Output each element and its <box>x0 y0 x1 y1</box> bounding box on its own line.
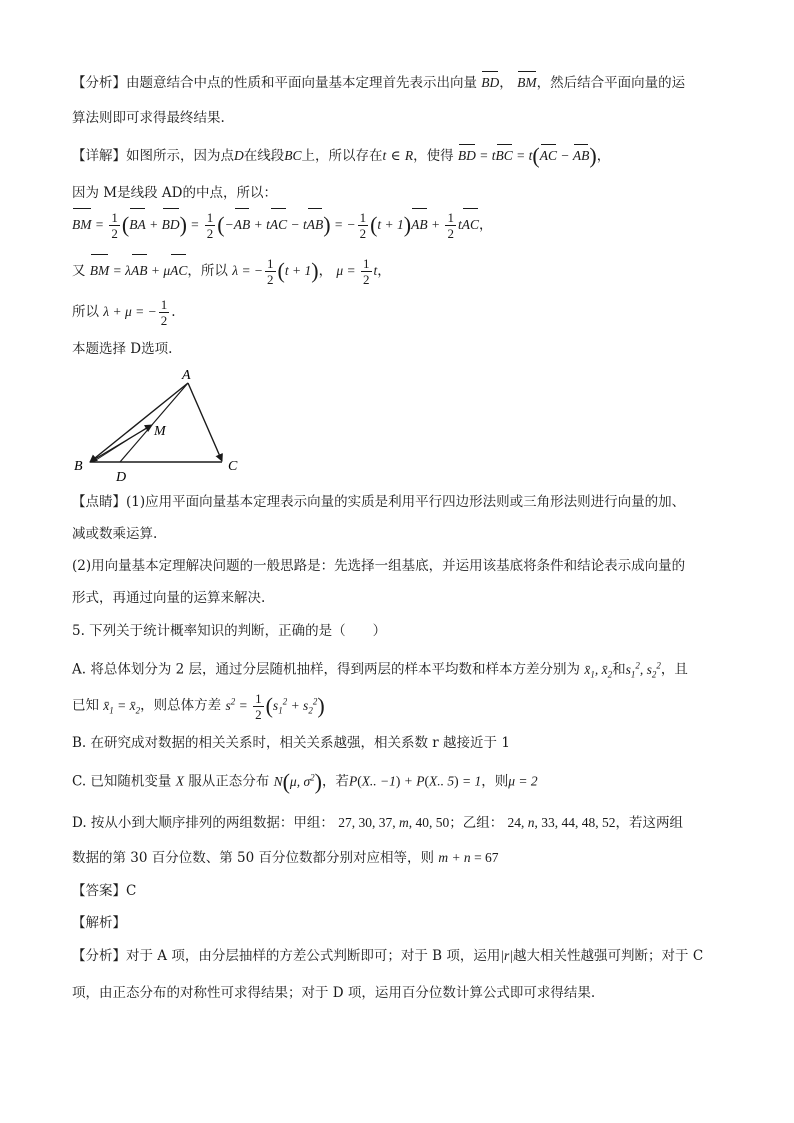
comment-text: 形式，再通过向量的运算来解决. <box>72 590 266 606</box>
option-text: 数据的第 30 百分位数、第 50 百分位数都分别对应相等，则 <box>72 850 435 866</box>
option-text: D. 按从小到大顺序排列的两组数据：甲组： <box>72 815 334 831</box>
probability-condition: P(X.. −1) + P(X.. 5) = 1 <box>348 773 482 789</box>
comment-text: 【点睛】(1)应用平面向量基本定理表示向量的实质是利用平行四边形法则或三角形法则进行向量的加、 <box>72 494 686 510</box>
vector-BD: BD <box>481 75 499 90</box>
detail-text: ，使得 <box>413 148 454 164</box>
variable-X: X <box>175 773 184 789</box>
solution-text: 【解析】 <box>72 915 126 931</box>
lambda-value: λ = − $\frac{1}{2}$ (t + 1) <box>232 256 319 288</box>
label-B: B <box>74 459 83 474</box>
analysis2-line-1 <box>72 946 703 966</box>
mu-value: μ = $\frac{1}{2}$ t <box>336 256 378 288</box>
option-text: ，则总体方差 <box>140 697 222 714</box>
detail-line-2 <box>72 183 277 203</box>
comment-line-2 <box>72 524 157 544</box>
option-text: 和 <box>612 661 626 678</box>
comma: ， <box>499 75 513 91</box>
detail-text: ，所以 <box>187 263 228 279</box>
analysis-text-cont: 算法则即可求得最终结果. <box>72 110 225 126</box>
segment-AD <box>120 383 188 462</box>
t-in-R: t <box>382 148 387 163</box>
vector-BM: BM <box>517 75 537 90</box>
option-text: B. 在研究成对数据的相关关系时，相关关系越强，相关系数 r 越接近于 1 <box>72 735 510 751</box>
equation-BD: BD = tBC = t(AC − AB) <box>457 143 597 168</box>
detail-line-5: 所以 λ + μ = − $\frac{1}{2}$ . <box>72 297 176 329</box>
detail-line-1: 【详解】如图所示，因为点D在线段BC上，所以存在t ∈ R，使得 BD = tBC = t(AC − AB)， <box>72 143 611 168</box>
option-text: C. 已知随机变量 <box>72 773 172 790</box>
group-jia-data: 27, 30, 37, m, 40, 50 <box>338 815 450 830</box>
solution-label <box>72 913 126 933</box>
detail-text: 上，所以存在 <box>301 148 383 164</box>
option-text: A. 将总体划分为 2 层，通过分层随机抽样，得到两层的样本平均数和样本方差分别为 <box>72 661 581 678</box>
lambda-plus-mu: λ + μ = − $\frac{1}{2}$ <box>103 297 168 329</box>
analysis-line-1 <box>72 73 685 93</box>
equation-BM: BM = $\frac{1}{2}$ (BA + BD) = $\frac{1}{2}$ (−AB + tAC − tAB) = − $\frac{1}{2}$ (t + 1)AB + $\frac{1}{2}$ tAC <box>72 210 479 242</box>
label-D: D <box>116 470 127 485</box>
option-text: ，若这两组 <box>615 815 684 831</box>
analysis-line-2 <box>72 108 225 128</box>
comment-line-1 <box>72 492 685 512</box>
detail-line-3: BM = $\frac{1}{2}$ (BA + BD) = $\frac{1}{2}$ (−AB + tAC − tAB) = − $\frac{1}{2}$ (t + 1)AB + $\frac{1}{2}$ tAC， <box>72 210 493 242</box>
option-D-line-1 <box>72 813 683 833</box>
label-C: C <box>228 459 238 474</box>
mu-equals-2: μ = 2 <box>508 773 538 789</box>
side-AC <box>188 383 222 461</box>
analysis-text-end: ，然后结合平面向量的运 <box>536 75 686 91</box>
m-plus-n: m + n = 67 <box>438 850 499 865</box>
triangle-figure <box>72 365 262 485</box>
detail-text: 因为 M是线段 AD的中点，所以： <box>72 185 277 201</box>
option-text: ；乙组： <box>449 815 504 831</box>
option-A-line-1 <box>72 655 688 684</box>
abs-r: |r| <box>500 948 514 963</box>
vector-BM-second <box>96 425 151 460</box>
analysis-text: 越大相关性越强可判断；对于 C <box>513 948 704 964</box>
analysis-text: 【分析】由题意结合中点的性质和平面向量基本定理首先表示出向量 <box>72 75 477 91</box>
comment-text: (2)用向量基本定理解决问题的一般思路是：先选择一组基底，并运用该基底将条件和结论表示成向量的 <box>72 558 686 574</box>
option-text: ，若 <box>321 773 349 790</box>
option-B <box>72 733 510 753</box>
mean-equal: $x̄_1$ = $x̄_2$ <box>103 697 141 716</box>
comment-line-3 <box>72 556 685 576</box>
analysis-text: 项，由正态分布的对称性可求得结果；对于 D 项，运用百分位数计算公式即可求得结果. <box>72 985 596 1001</box>
question-5-stem <box>72 621 386 641</box>
option-C <box>72 767 538 792</box>
comment-line-4 <box>72 588 265 608</box>
normal-distribution: N(μ, $\sigma^2$) <box>273 768 322 794</box>
answer-label <box>72 881 136 901</box>
side-AB <box>90 383 188 462</box>
option-D-line-2 <box>72 848 499 868</box>
detail-text: 又 <box>72 263 86 279</box>
point-D: D <box>234 148 244 163</box>
detail-text: 所以 <box>72 304 99 320</box>
total-variance: $s^2$ = $\frac{1}{2}$ $(s_1^2 + s_2^2)$ <box>225 690 325 722</box>
detail-text: 【详解】如图所示，因为点 <box>72 148 234 164</box>
detail-line-6 <box>72 339 172 359</box>
equation-lambda-mu: BM = λAB + μAC <box>90 263 188 278</box>
option-text: ，则 <box>481 773 509 790</box>
label-A: A <box>182 368 191 383</box>
option-text: 已知 <box>72 697 99 714</box>
variances-s1-s2: $s_1^2$, $s_2^2$ <box>625 660 661 680</box>
comment-text: 减或数乘运算. <box>72 526 158 542</box>
analysis-text: 【分析】对于 A 项，由分层抽样的方差公式判断即可；对于 B 项，运用 <box>72 948 501 964</box>
option-text: 服从正态分布 <box>188 773 270 790</box>
detail-text: 在线段 <box>243 148 285 164</box>
question-text: 5. 下列关于统计概率知识的判断，正确的是（ ） <box>72 623 387 639</box>
detail-line-4: 又 BM = λAB + μAC，所以 λ = − $\frac{1}{2}$ (t + 1)， μ = $\frac{1}{2}$ t， <box>72 256 391 288</box>
means-x1-x2: $x̄_1$, $x̄_2$ <box>584 661 613 680</box>
group-yi-data: 24, n, 33, 44, 48, 52 <box>507 815 616 830</box>
segment-BC: BC <box>284 148 302 163</box>
label-M: M <box>154 424 166 439</box>
option-A-line-2 <box>72 686 325 725</box>
analysis2-line-2 <box>72 983 595 1003</box>
option-text: ，且 <box>660 661 688 678</box>
answer-text: 【答案】C <box>72 883 137 899</box>
detail-text: 本题选择 D选项. <box>72 341 173 357</box>
